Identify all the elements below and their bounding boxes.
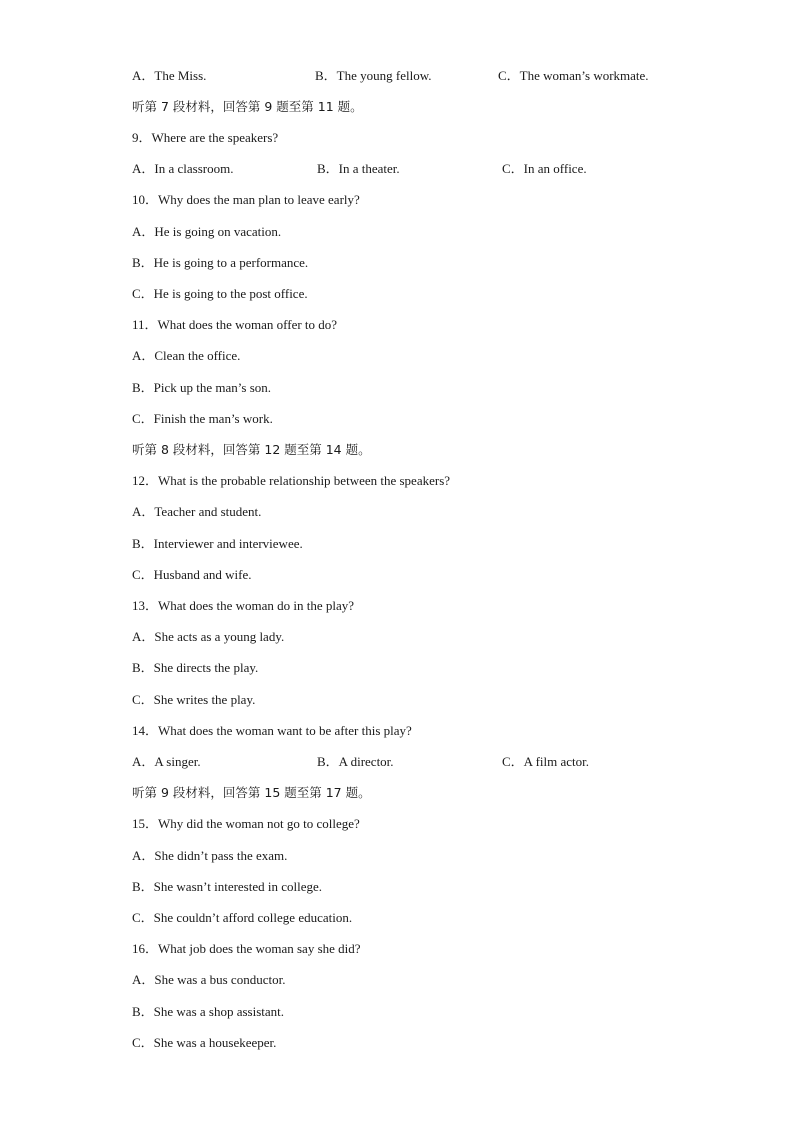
question-12: 12．What is the probable relationship between the speakers?	[132, 473, 451, 488]
option-b: B．He is going to a performance.	[132, 255, 309, 270]
option-b: B．The young fellow.	[315, 68, 432, 83]
option-c: C．A film actor.	[502, 754, 590, 769]
option-c: C．Finish the man’s work.	[132, 411, 273, 426]
option-b: B．In a theater.	[317, 161, 400, 176]
question-11: 11．What does the woman offer to do?	[132, 317, 338, 332]
option-b: B．She was a shop assistant.	[132, 1004, 285, 1019]
option-b: B．She wasn’t interested in college.	[132, 879, 323, 894]
option-c: C．She was a housekeeper.	[132, 1035, 277, 1050]
question-9: 9．Where are the speakers?	[132, 130, 279, 145]
option-a: A．The Miss.	[132, 68, 207, 83]
option-c: C．In an office.	[502, 161, 587, 176]
section-heading-9: 听第 9 段材料，回答第 15 题至第 17 题。	[132, 785, 371, 800]
option-c: C．Husband and wife.	[132, 567, 252, 582]
question-15: 15．Why did the woman not go to college?	[132, 816, 360, 831]
question-16: 16．What job does the woman say she did?	[132, 941, 361, 956]
option-c: C．She couldn’t afford college education.	[132, 910, 353, 925]
option-b: B．Interviewer and interviewee.	[132, 536, 303, 551]
option-a: A．He is going on vacation.	[132, 224, 282, 239]
option-a: A．She acts as a young lady.	[132, 629, 285, 644]
option-a: A．A singer.	[132, 754, 201, 769]
option-a: A．Teacher and student.	[132, 504, 262, 519]
option-a: A．She didn’t pass the exam.	[132, 848, 288, 863]
option-a: A．She was a bus conductor.	[132, 972, 286, 987]
question-10: 10．Why does the man plan to leave early?	[132, 192, 360, 207]
section-heading-7: 听第 7 段材料，回答第 9 题至第 11 题。	[132, 99, 363, 114]
option-b: B．She directs the play.	[132, 660, 259, 675]
option-c: C．He is going to the post office.	[132, 286, 308, 301]
section-heading-8: 听第 8 段材料，回答第 12 题至第 14 题。	[132, 442, 371, 457]
option-c: C．The woman’s workmate.	[498, 68, 649, 83]
option-b: B．A director.	[317, 754, 394, 769]
option-b: B．Pick up the man’s son.	[132, 380, 272, 395]
question-14: 14．What does the woman want to be after this play?	[132, 723, 412, 738]
option-c: C．She writes the play.	[132, 692, 256, 707]
option-a: A．In a classroom.	[132, 161, 234, 176]
question-13: 13．What does the woman do in the play?	[132, 598, 355, 613]
q8-options-row	[132, 68, 206, 84]
option-a: A．Clean the office.	[132, 348, 241, 363]
